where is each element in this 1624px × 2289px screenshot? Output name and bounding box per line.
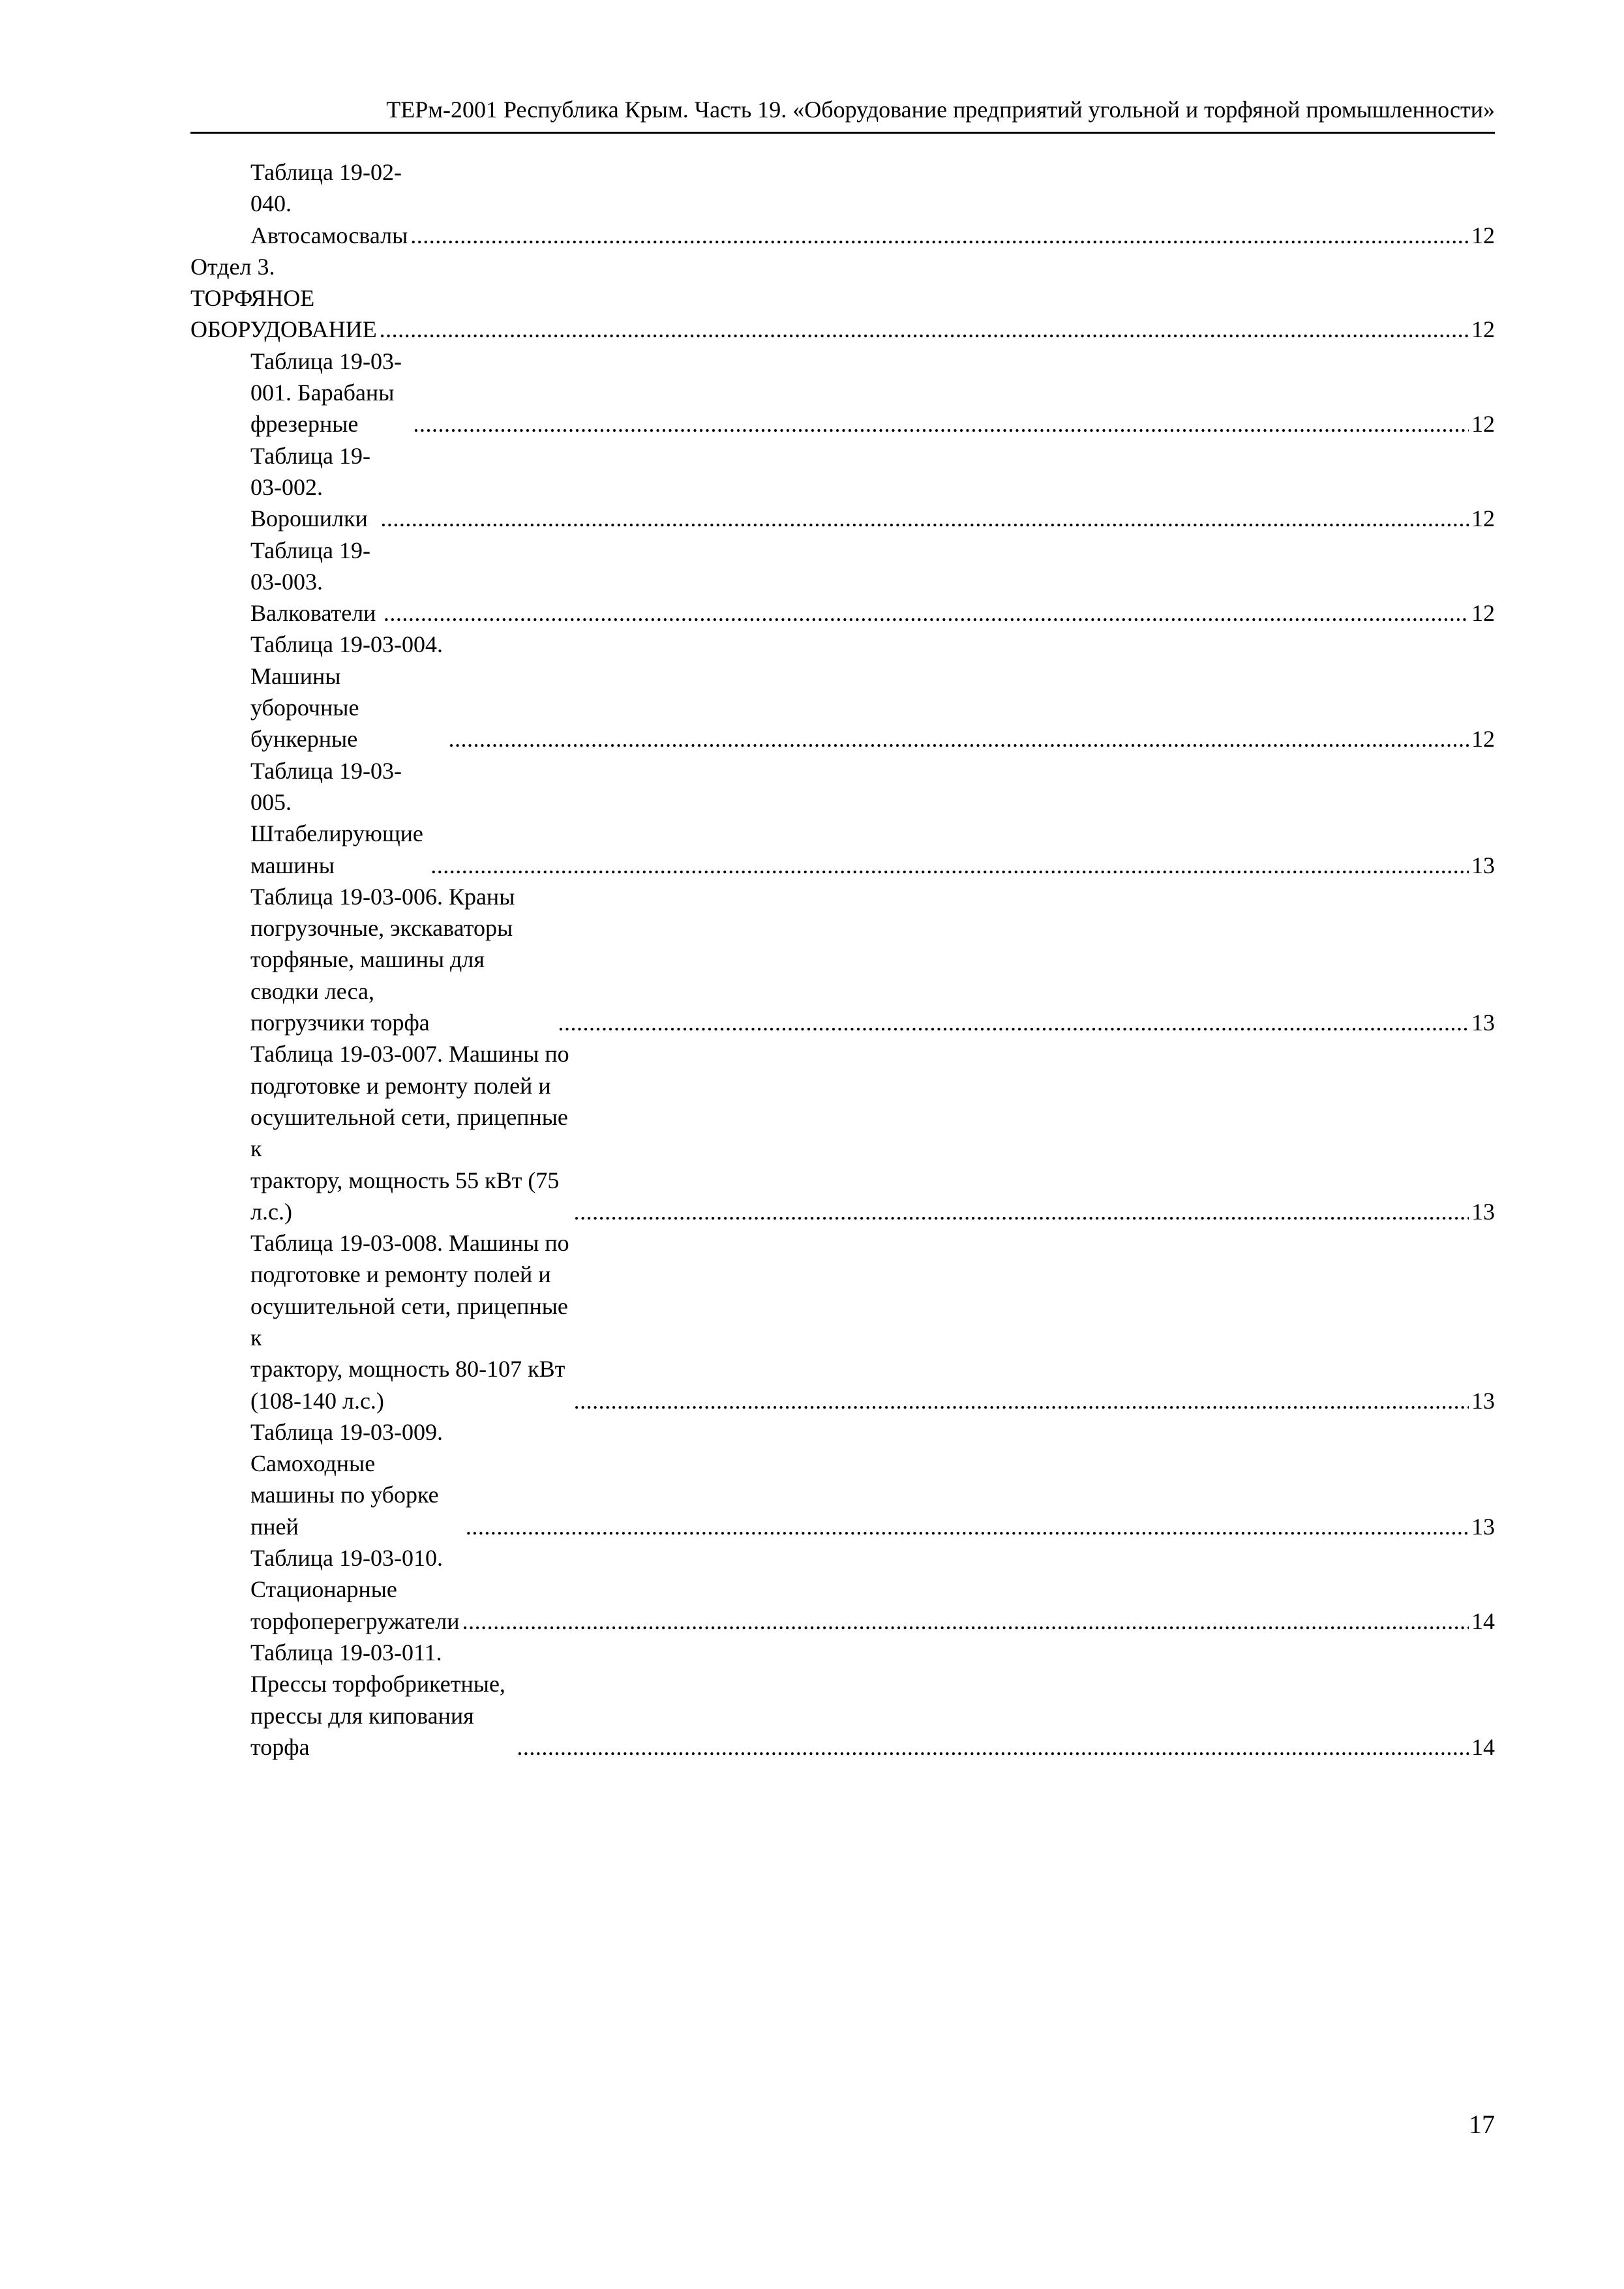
toc-entry-section-3[interactable]: [190, 251, 1495, 346]
toc-entry-19-03-002[interactable]: [190, 440, 1495, 535]
dot-leader: [448, 723, 1469, 755]
dot-leader: [574, 1385, 1469, 1416]
toc-entry-title: Таблица 19-02-040. Автосамосвалы: [250, 159, 408, 248]
toc-page-number: 12: [1471, 600, 1495, 627]
toc-entry-19-03-001[interactable]: [190, 346, 1495, 440]
dot-leader: [558, 1007, 1469, 1038]
dot-leader: [383, 597, 1469, 629]
toc-page-number: 12: [1471, 316, 1495, 343]
dot-leader: [574, 1196, 1469, 1227]
dot-leader: [430, 850, 1469, 881]
toc-entry-title-line-1: Таблица 19-03-007. Машины по подготовке и ремонту полей и осушительной сети, прицепные к: [250, 1041, 569, 1162]
toc-entry-19-03-011[interactable]: [190, 1637, 1495, 1763]
toc-entry-title-line-1: Таблица 19-03-008. Машины по подготовке и ремонту полей и осушительной сети, прицепные к: [250, 1230, 569, 1351]
toc-entry-19-03-006[interactable]: [190, 881, 1495, 1038]
toc-entry-title: [250, 1038, 571, 1227]
toc-page-number: 12: [1471, 726, 1495, 753]
toc-entry-title: Таблица 19-03-010. Стационарные торфоперегружатели: [250, 1545, 460, 1634]
header-rule: [190, 132, 1495, 134]
toc-entry-title: [250, 881, 556, 1038]
toc-entry-title-line-1: Таблица 19-03-006. Краны погрузочные, экскаваторы торфяные, машины для сводки леса,: [250, 883, 515, 1004]
toc-entry-title-line-2: трактору, мощность 80-107 кВт (108-140 л.с.): [250, 1356, 565, 1414]
toc-entry-title: Таблица 19-03-001. Барабаны фрезерные: [250, 348, 402, 438]
toc-entry-title: Таблица 19-03-003. Валкователи: [250, 537, 376, 627]
toc-entry-title-line-2: погрузчики торфа: [250, 1010, 430, 1036]
toc-page-number: 14: [1471, 1733, 1495, 1760]
toc-entry-19-03-004[interactable]: [190, 629, 1495, 755]
dot-leader: [380, 503, 1469, 534]
toc-entry-19-03-010[interactable]: [190, 1542, 1495, 1637]
running-header: ТЕРм-2001 Республика Крым. Часть 19. «Оборудование предприятий угольной и торфяной промышленности»: [386, 97, 1495, 123]
dot-leader: [380, 314, 1469, 345]
toc-page-number: 13: [1471, 1387, 1495, 1414]
toc-entry-title: Отдел 3. ТОРФЯНОЕ ОБОРУДОВАНИЕ: [190, 253, 377, 343]
toc-entry-19-03-005[interactable]: [190, 755, 1495, 881]
toc-entry-19-02-040[interactable]: [190, 157, 1495, 251]
toc-page-number: 12: [1471, 222, 1495, 248]
dot-leader: [410, 220, 1469, 251]
toc-entry-title: Таблица 19-03-004. Машины уборочные бункерные: [250, 631, 443, 753]
dot-leader: [517, 1731, 1469, 1763]
toc-page-number: 13: [1471, 852, 1495, 878]
toc-page-number: 14: [1471, 1608, 1495, 1634]
toc-entry-19-03-009[interactable]: [190, 1416, 1495, 1542]
page-number: 17: [1469, 2110, 1495, 2139]
toc-entry-title: Таблица 19-03-009. Самоходные машины по уборке пней: [250, 1418, 443, 1540]
toc-entry-title-line-2: трактору, мощность 55 кВт (75 л.с.): [250, 1167, 560, 1225]
dot-leader: [462, 1606, 1469, 1637]
toc-page-number: 12: [1471, 411, 1495, 438]
dot-leader: [466, 1511, 1469, 1542]
toc-entry-19-03-008[interactable]: [190, 1227, 1495, 1416]
toc-page-number: 13: [1471, 1010, 1495, 1036]
toc-entry-title: Таблица 19-03-002. Ворошилки: [250, 442, 370, 532]
toc-page-number: 12: [1471, 505, 1495, 532]
dot-leader: [413, 408, 1469, 440]
toc-entry-title: Таблица 19-03-005. Штабелирующие машины: [250, 757, 423, 878]
table-of-contents: [190, 157, 1495, 1763]
toc-entry-19-03-007[interactable]: [190, 1038, 1495, 1227]
toc-entry-19-03-003[interactable]: [190, 535, 1495, 629]
toc-page-number: 13: [1471, 1513, 1495, 1540]
toc-entry-title: [250, 1227, 571, 1416]
toc-entry-title: Таблица 19-03-011. Прессы торфобрикетные, прессы для кипования торфа: [250, 1639, 505, 1760]
toc-page-number: 13: [1471, 1198, 1495, 1225]
